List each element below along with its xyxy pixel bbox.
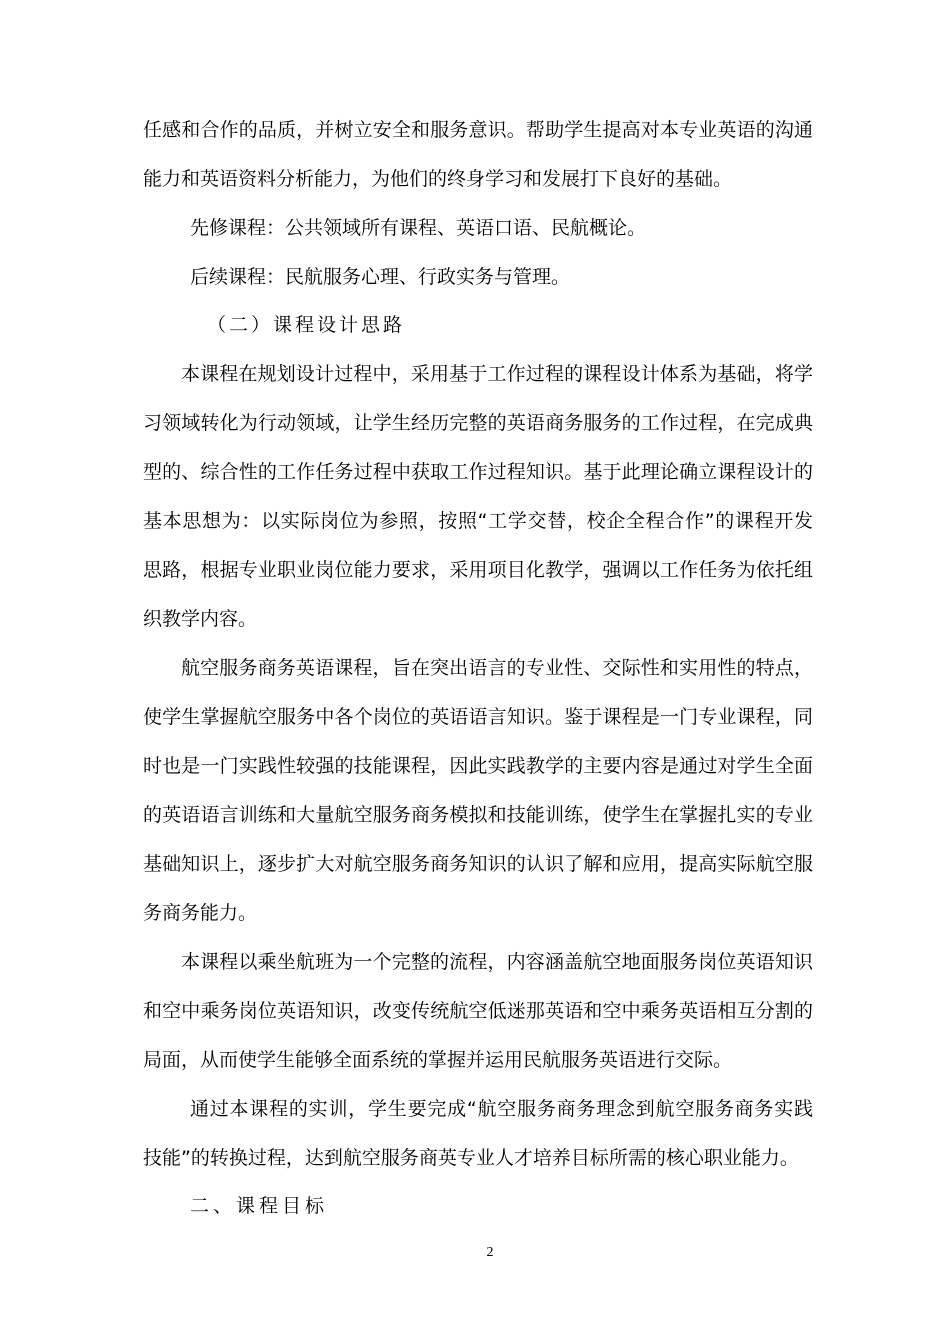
section-heading-course-design: （二）课程设计思路 — [207, 314, 406, 336]
paragraph-2-line-6: 务商务能力。 — [143, 902, 258, 924]
paragraph-4-line-2: 技能”的转换过程，达到航空服务商英专业人才培养目标所需的核心职业能力。 — [143, 1147, 799, 1169]
section-heading-course-goals: 二、课程目标 — [190, 1195, 329, 1217]
paragraph-2-line-1: 航空服务商务英语课程，旨在突出语言的专业性、交际性和实用性的特点， — [181, 657, 813, 679]
paragraph-2-line-2: 使学生掌握航空服务中各个岗位的英语语言知识。鉴于课程是一门专业课程，同 — [143, 706, 813, 728]
paragraph-2-line-4: 的英语语言训练和大量航空服务商务模拟和技能训练，使学生在掌握扎实的专业 — [143, 804, 813, 826]
paragraph-2-line-5: 基础知识上，逐步扩大对航空服务商务知识的认识了解和应用，提高实际航空服 — [143, 853, 813, 875]
intro-line-2: 能力和英语资料分析能力，为他们的终身学习和发展打下良好的基础。 — [143, 168, 733, 190]
followup-courses: 后续课程：民航服务心理、行政实务与管理。 — [190, 266, 571, 288]
paragraph-3-line-3: 局面，从而使学生能够全面系统的掌握并运用民航服务英语进行交际。 — [143, 1049, 733, 1071]
paragraph-1-line-5: 思路，根据专业职业岗位能力要求，采用项目化教学，强调以工作任务为依托组 — [143, 559, 813, 581]
paragraph-3-line-1: 本课程以乘坐航班为一个完整的流程，内容涵盖航空地面服务岗位英语知识 — [181, 951, 813, 973]
paragraph-4-line-1: 通过本课程的实训，学生要完成“航空服务商务理念到航空服务商务实践 — [190, 1098, 813, 1120]
paragraph-1-line-4: 基本思想为：以实际岗位为参照，按照“工学交替，校企全程合作”的课程开发 — [143, 510, 813, 532]
intro-line-1: 任感和合作的品质，并树立安全和服务意识。帮助学生提高对本专业英语的沟通 — [143, 119, 813, 141]
paragraph-1-line-2: 习领域转化为行动领域，让学生经历完整的英语商务服务的工作过程，在完成典 — [143, 412, 813, 434]
paragraph-1-line-1: 本课程在规划设计过程中，采用基于工作过程的课程设计体系为基础，将学 — [181, 363, 813, 385]
page-number: 2 — [486, 1245, 494, 1260]
paragraph-1-line-3: 型的、综合性的工作任务过程中获取工作过程知识。基于此理论确立课程设计的 — [143, 461, 813, 483]
paragraph-2-line-3: 时也是一门实践性较强的技能课程，因此实践教学的主要内容是通过对学生全面 — [143, 755, 813, 777]
prerequisite-courses: 先修课程：公共领域所有课程、英语口语、民航概论。 — [190, 217, 647, 239]
paragraph-3-line-2: 和空中乘务岗位英语知识，改变传统航空低迷那英语和空中乘务英语相互分割的 — [143, 1000, 813, 1022]
paragraph-1-line-6: 织教学内容。 — [143, 608, 258, 630]
